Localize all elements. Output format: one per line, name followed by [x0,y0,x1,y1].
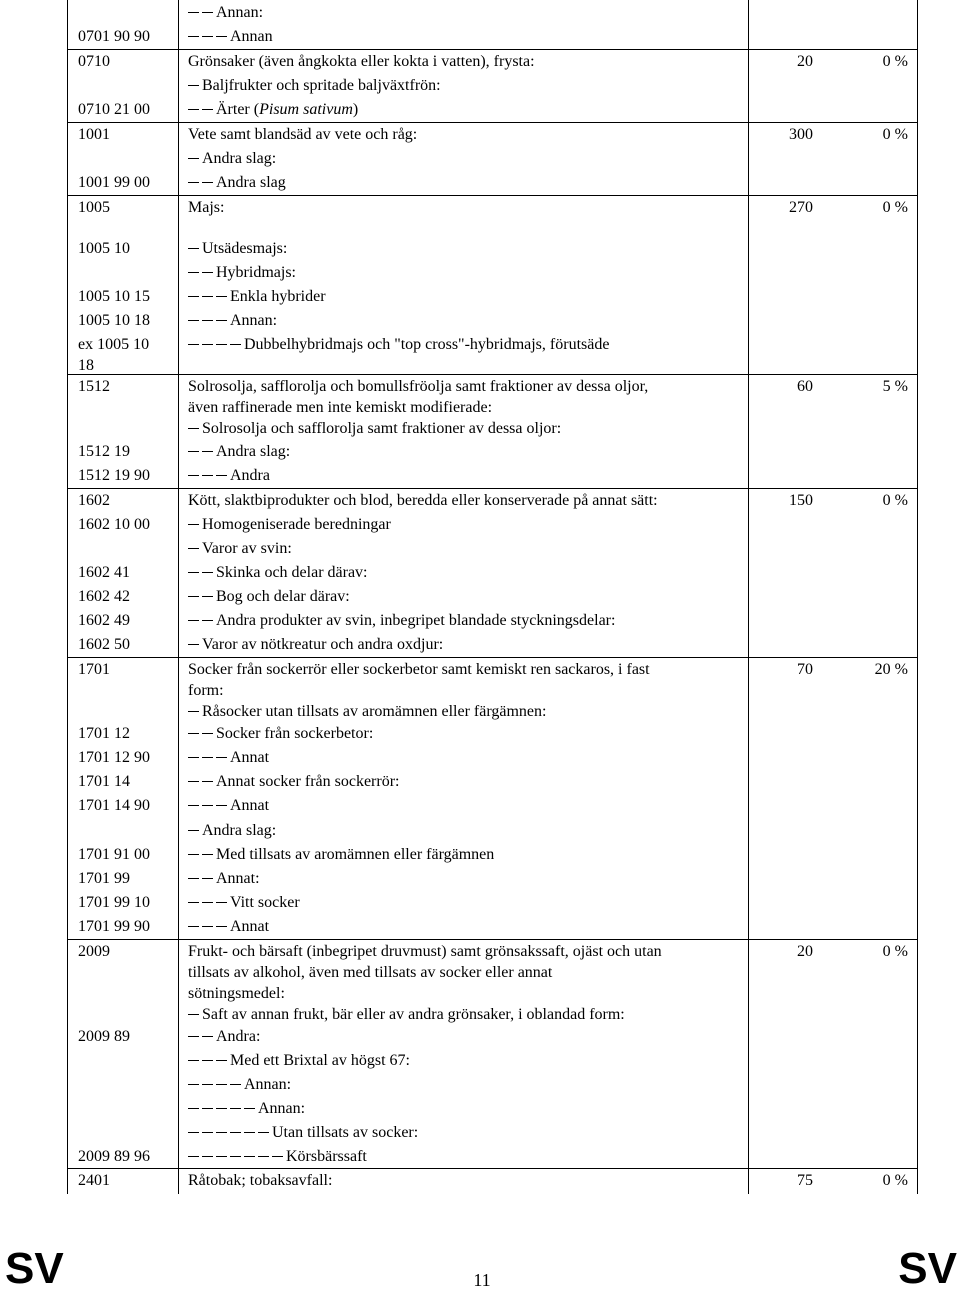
description-text: Majs: [188,199,225,216]
description-line [188,892,728,913]
indent-dash-icon [216,1156,227,1157]
description-text: Andra slag: [202,150,277,167]
indent-dash-icon [188,524,199,525]
description-text: Körsbärssaft [286,1148,367,1165]
indent-dash-icon [216,344,227,345]
description-line [188,334,728,355]
duty-rate: 0 % [882,492,908,509]
language-label-left: SV [5,1244,64,1293]
cn-code: 2009 89 [78,1028,130,1045]
description-line [188,1098,728,1119]
indent-dash-icon [258,1156,269,1157]
indent-dash-icon [188,320,199,321]
description-text: Dubbelhybridmajs och "top cross"-hybridmajs, förutsäde [244,336,610,353]
indent-dash-icon [188,596,199,597]
goods-description [188,75,728,96]
row-separator [67,488,918,489]
description-line [188,286,728,307]
indent-dash-icon [272,1156,283,1157]
goods-description [188,892,728,913]
indent-dash-icon [202,1084,213,1085]
indent-dash-icon [202,805,213,806]
description-text: Annan: [258,1100,306,1117]
description-line [188,1004,728,1025]
duty-rate: 0 % [882,943,908,960]
cn-code: 1512 19 90 [78,467,150,484]
goods-description [188,1074,728,1095]
duty-rate: 0 % [882,1172,908,1189]
indent-dash-icon [202,109,213,110]
cn-code: 1602 [78,492,110,509]
description-text: Socker från sockerbetor: [216,725,374,742]
description-line [188,916,728,937]
cn-code: 1602 50 [78,636,130,653]
description-text: Skinka och delar därav: [216,564,368,581]
cn-code: 1602 42 [78,588,130,605]
indent-dash-icon [188,548,199,549]
indent-dash-icon [202,272,213,273]
description-text: Solrosolja och safflorolja samt fraktioner av dessa oljor: [202,420,562,437]
cn-code: 1701 99 [78,870,130,887]
indent-dash-icon [202,344,213,345]
table-column-divider [748,0,749,1194]
goods-description [188,441,728,462]
indent-dash-icon [188,1060,199,1061]
goods-description [188,771,728,792]
description-line [188,844,728,865]
indent-dash-icon [188,1132,199,1133]
indent-dash-icon [188,1036,199,1037]
cn-code: 1701 14 [78,773,130,790]
indent-dash-icon [216,1084,227,1085]
indent-dash-icon [188,781,199,782]
indent-dash-icon [202,572,213,573]
cn-code: 1701 14 90 [78,797,150,814]
goods-description [188,868,728,889]
duty-rate: 0 % [882,126,908,143]
indent-dash-icon [202,475,213,476]
description-line [188,771,728,792]
description-line [188,659,728,680]
goods-description [188,1122,728,1143]
indent-dash-icon [216,475,227,476]
description-text: Andra [230,467,270,484]
cn-code: 1602 10 00 [78,516,150,533]
description-text: Frukt- och bärsaft (inbegripet druvmust) samt grönsakssaft, ojäst och utan [188,943,662,960]
goods-description [188,51,728,72]
description-line [188,1074,728,1095]
goods-description [188,26,728,47]
quota-volume: 20 [797,943,813,960]
cn-code: 1701 91 00 [78,846,150,863]
description-text: Annat socker från sockerrör: [216,773,400,790]
indent-dash-icon [188,1084,199,1085]
indent-dash-icon [188,711,199,712]
indent-dash-icon [188,296,199,297]
goods-description [188,148,728,169]
description-line [188,465,728,486]
cn-code: 1701 99 90 [78,918,150,935]
description-line [188,514,728,535]
indent-dash-icon [202,757,213,758]
indent-dash-icon [216,805,227,806]
cn-code: 0701 90 90 [78,28,150,45]
goods-description [188,197,728,218]
description-text: Vete samt blandsäd av vete och råg: [188,126,418,143]
cn-code: 1001 [78,126,110,143]
description-line [188,2,728,23]
description-line [188,124,728,145]
quota-volume: 150 [789,492,813,509]
row-separator [67,939,918,940]
description-line [188,51,728,72]
description-text: Bog och delar därav: [216,588,350,605]
indent-dash-icon [216,1132,227,1133]
indent-dash-icon [188,109,199,110]
goods-description [188,1026,728,1047]
description-text: sötningsmedel: [188,985,285,1002]
goods-description [188,820,728,841]
goods-description [188,286,728,307]
indent-dash-icon [188,85,199,86]
description-text: Andra slag: [202,822,277,839]
description-line [188,941,728,962]
cn-code: ex 1005 10 18 [78,336,150,374]
description-text: Utsädesmajs: [202,240,288,257]
cn-code: 1602 41 [78,564,130,581]
indent-dash-icon [188,805,199,806]
description-line [188,418,728,439]
indent-dash-icon [202,12,213,13]
indent-dash-icon [202,878,213,879]
description-text: form: [188,682,224,699]
indent-dash-icon [202,451,213,452]
description-line [188,26,728,47]
indent-dash-icon [202,1132,213,1133]
description-text: Annan [230,28,273,45]
description-text: Annat: [216,870,260,887]
indent-dash-icon [188,428,199,429]
description-text: Andra slag [216,174,286,191]
indent-dash-icon [188,36,199,37]
indent-dash-icon [216,926,227,927]
cn-code: 1701 [78,661,110,678]
quota-volume: 60 [797,378,813,395]
description-line [188,441,728,462]
indent-dash-icon [188,926,199,927]
goods-description [188,310,728,331]
description-text: Annat [230,749,270,766]
description-line [188,610,728,631]
goods-description [188,172,728,193]
indent-dash-icon [202,902,213,903]
indent-dash-icon [188,182,199,183]
description-line [188,795,728,816]
description-line [188,983,728,1004]
description-text: Andra: [216,1028,261,1045]
indent-dash-icon [188,644,199,645]
description-line [188,75,728,96]
indent-dash-icon [188,12,199,13]
indent-dash-icon [202,620,213,621]
description-line [188,680,728,701]
quota-volume: 75 [797,1172,813,1189]
cn-code: 1005 10 18 [78,312,150,329]
cn-code: 1005 [78,199,110,216]
description-text: Annat [230,797,270,814]
goods-description [188,514,728,535]
indent-dash-icon [188,878,199,879]
indent-dash-icon [230,1156,241,1157]
indent-dash-icon [202,320,213,321]
goods-description [188,659,728,722]
description-text: Råsocker utan tillsats av aromämnen eller färgämnen: [202,703,547,720]
goods-description [188,334,728,355]
description-line [188,1122,728,1143]
indent-dash-icon [202,596,213,597]
indent-dash-icon [202,854,213,855]
description-text: Annan: [216,4,264,21]
language-label-right: SV [898,1244,957,1293]
indent-dash-icon [258,1132,269,1133]
page-number: 11 [473,1270,491,1290]
indent-dash-icon [188,1156,199,1157]
goods-description [188,538,728,559]
indent-dash-icon [202,296,213,297]
description-text: Annan: [230,312,278,329]
description-text: tillsats av alkohol, även med tillsats av socker eller annat [188,964,553,981]
description-line [188,197,728,218]
goods-description [188,262,728,283]
description-text: Annan: [244,1076,292,1093]
description-text: Annat [230,918,270,935]
goods-description [188,844,728,865]
goods-description [188,124,728,145]
cn-code: 1602 49 [78,612,130,629]
goods-description [188,586,728,607]
indent-dash-icon [188,344,199,345]
description-text: Solrosolja, safflorolja och bomullsfröolja samt fraktioner av dessa oljor, [188,378,649,395]
description-line [188,1026,728,1047]
indent-dash-icon [188,902,199,903]
indent-dash-icon [202,733,213,734]
description-text: även raffinerade men inte kemiskt modifierade: [188,399,493,416]
cn-code: 1005 10 [78,240,130,257]
description-line [188,310,728,331]
row-separator [67,657,918,658]
quota-volume: 270 [789,199,813,216]
indent-dash-icon [188,1108,199,1109]
duty-rate: 5 % [882,378,908,395]
indent-dash-icon [188,757,199,758]
goods-description [188,795,728,816]
indent-dash-icon [202,1156,213,1157]
description-line [188,962,728,983]
indent-dash-icon [188,620,199,621]
indent-dash-icon [216,1108,227,1109]
indent-dash-icon [202,1060,213,1061]
indent-dash-icon [188,733,199,734]
indent-dash-icon [188,830,199,831]
indent-dash-icon [230,1084,241,1085]
row-separator [67,374,918,375]
description-text: Varor av nötkreatur och andra oxdjur: [202,636,444,653]
description-line [188,238,728,259]
row-separator [67,49,918,50]
description-line [188,820,728,841]
description-line [188,99,728,120]
indent-dash-icon [244,1108,255,1109]
description-text: Med tillsats av aromämnen eller färgämnen [216,846,495,863]
indent-dash-icon [230,344,241,345]
description-text: Med ett Brixtal av högst 67: [230,1052,410,1069]
description-text: Baljfrukter och spritade baljväxtfrön: [202,77,441,94]
indent-dash-icon [188,272,199,273]
indent-dash-icon [202,1108,213,1109]
indent-dash-icon [216,1060,227,1061]
description-text: Varor av svin: [202,540,292,557]
table-right-border [917,0,918,1194]
indent-dash-icon [230,1132,241,1133]
description-text: Grönsaker (även ångkokta eller kokta i vatten), frysta: [188,53,535,70]
indent-dash-icon [188,572,199,573]
description-text: Saft av annan frukt, bär eller av andra grönsaker, i oblandad form: [202,1006,625,1023]
goods-description [188,723,728,744]
indent-dash-icon [202,36,213,37]
indent-dash-icon [216,296,227,297]
description-line [188,747,728,768]
description-text: Utan tillsats av socker: [272,1124,419,1141]
goods-description [188,941,728,1025]
table-column-divider [178,0,179,1194]
goods-description [188,1050,728,1071]
description-line [188,1050,728,1071]
table-left-border [67,0,68,1194]
quota-volume: 70 [797,661,813,678]
goods-description [188,562,728,583]
duty-rate: 0 % [882,53,908,70]
goods-description [188,634,728,655]
description-line [188,172,728,193]
description-line [188,586,728,607]
indent-dash-icon [202,926,213,927]
description-line [188,397,728,418]
goods-description [188,610,728,631]
goods-description [188,1146,728,1167]
cn-code: 2009 89 96 [78,1148,150,1165]
indent-dash-icon [216,757,227,758]
goods-description [188,99,728,120]
description-line [188,723,728,744]
description-line [188,490,728,511]
indent-dash-icon [244,1132,255,1133]
indent-dash-icon [202,1036,213,1037]
cn-code: 1005 10 15 [78,288,150,305]
cn-code: 2009 [78,943,110,960]
indent-dash-icon [188,248,199,249]
description-line [188,148,728,169]
description-line [188,562,728,583]
indent-dash-icon [188,854,199,855]
description-line [188,868,728,889]
cn-code: 1512 19 [78,443,130,460]
indent-dash-icon [216,36,227,37]
description-text: Kött, slaktbiprodukter och blod, beredda eller konserverade på annat sätt: [188,492,658,509]
duty-rate: 0 % [882,199,908,216]
description-line [188,538,728,559]
goods-description [188,916,728,937]
goods-description [188,1170,728,1191]
goods-description [188,490,728,511]
description-text: Ärter (Pisum sativum) [216,101,359,118]
description-text: Hybridmajs: [216,264,296,281]
indent-dash-icon [188,451,199,452]
indent-dash-icon [188,158,199,159]
row-separator [67,1168,918,1169]
description-text: Vitt socker [230,894,300,911]
goods-description [188,2,728,23]
description-text: Andra produkter av svin, inbegripet blandade styckningsdelar: [216,612,616,629]
description-text: Homogeniserade beredningar [202,516,391,533]
cn-code: 0710 21 00 [78,101,150,118]
quota-volume: 20 [797,53,813,70]
goods-description [188,238,728,259]
description-text: Råtobak; tobaksavfall: [188,1172,333,1189]
description-line [188,634,728,655]
cn-code: 1701 99 10 [78,894,150,911]
cn-code: 2401 [78,1172,110,1189]
quota-volume: 300 [789,126,813,143]
indent-dash-icon [202,182,213,183]
row-separator [67,122,918,123]
description-text: Socker från sockerrör eller sockerbetor samt kemiskt ren sackaros, i fast [188,661,650,678]
indent-dash-icon [216,902,227,903]
cn-code: 0710 [78,53,110,70]
description-line [188,701,728,722]
goods-description [188,1098,728,1119]
indent-dash-icon [188,475,199,476]
indent-dash-icon [202,781,213,782]
description-text: Andra slag: [216,443,291,460]
indent-dash-icon [230,1108,241,1109]
description-text: Enkla hybrider [230,288,326,305]
indent-dash-icon [188,1014,199,1015]
description-line [188,1170,728,1191]
description-line [188,1146,728,1167]
goods-description [188,465,728,486]
indent-dash-icon [216,320,227,321]
row-separator [67,195,918,196]
cn-code: 1701 12 90 [78,749,150,766]
indent-dash-icon [244,1156,255,1157]
goods-description [188,376,728,439]
description-line [188,376,728,397]
cn-code: 1001 99 00 [78,174,150,191]
cn-code: 1701 12 [78,725,130,742]
goods-description [188,747,728,768]
cn-code: 1512 [78,378,110,395]
description-line [188,262,728,283]
duty-rate: 20 % [874,661,908,678]
